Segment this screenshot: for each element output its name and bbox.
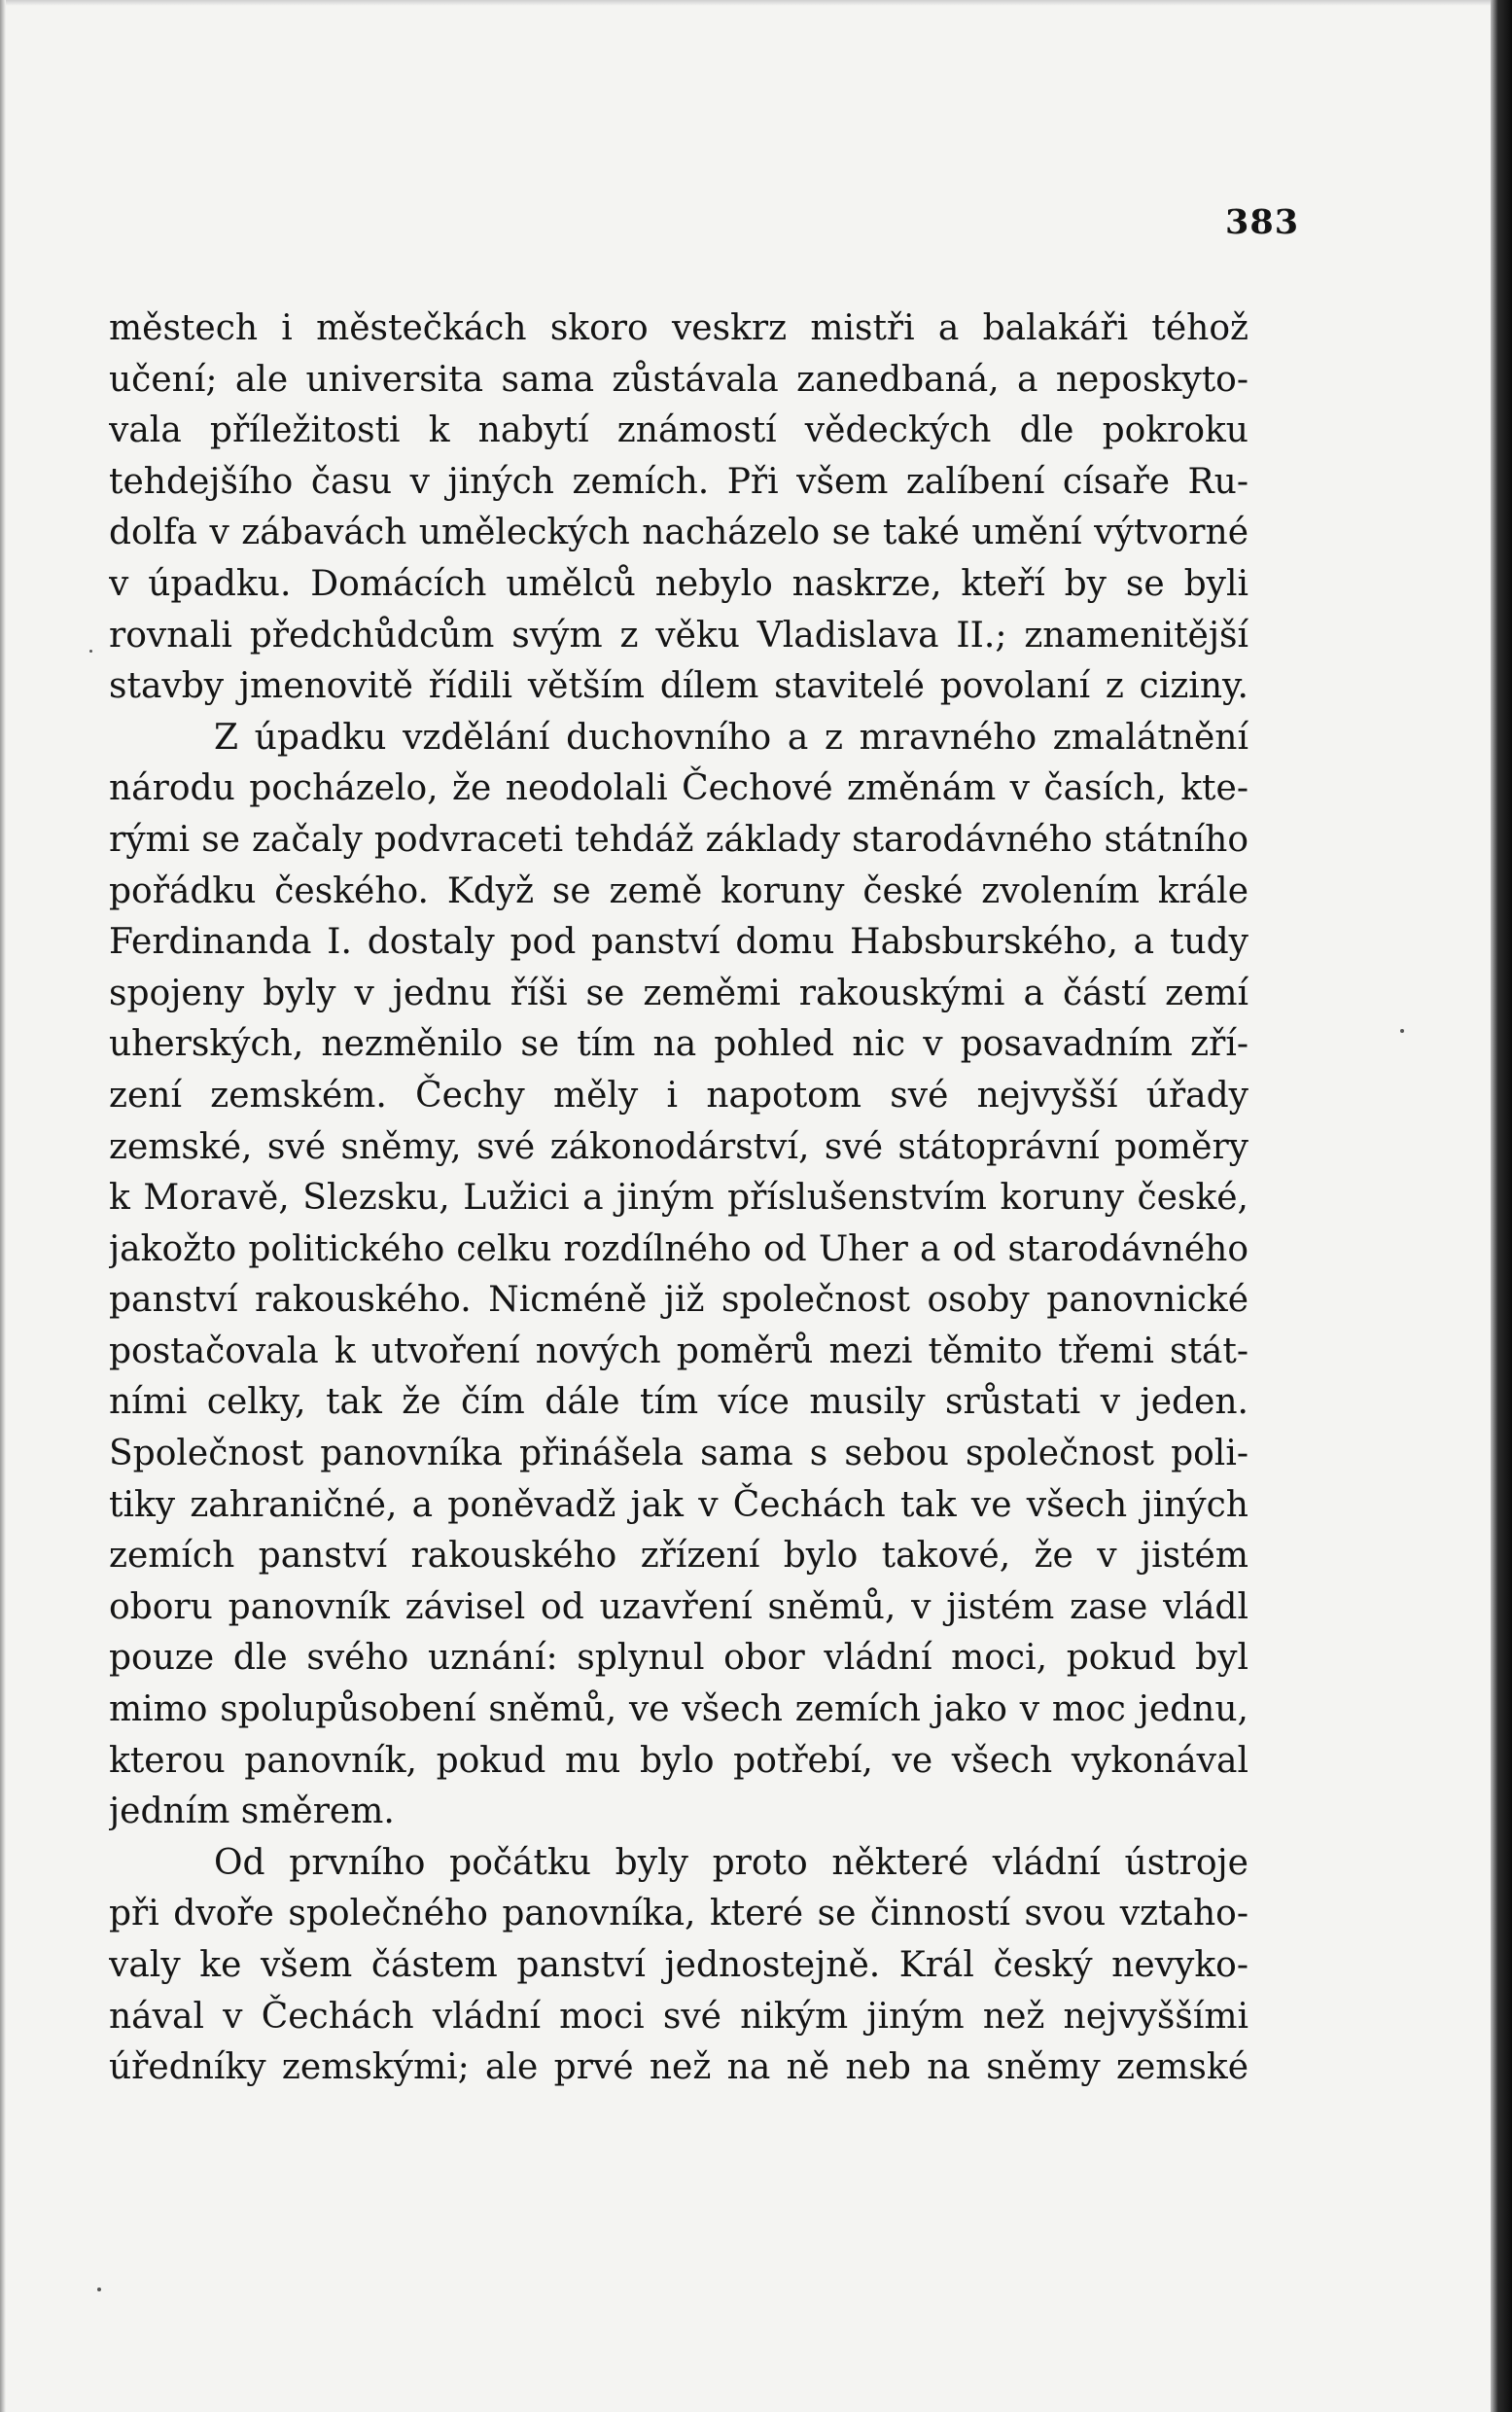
text-line: vala příležitosti k nabytí známostí vědeckých dle pokroku: [109, 410, 1248, 451]
text-line: zemské, své sněmy, své zákonodárství, své státoprávní poměry: [109, 1126, 1248, 1167]
text-line: zemích panství rakouského zřízení bylo takové, že v jistém: [109, 1536, 1248, 1577]
text-line: stavby jmenovitě řídili větším dílem stavitelé povolaní z ciziny.: [109, 666, 1248, 707]
text-line: uherských, nezměnilo se tím na pohled nic v posavadním zří-: [109, 1024, 1248, 1065]
paragraph-last-line: jedním směrem.: [109, 1791, 395, 1832]
text-line: pouze dle svého uznání: splynul obor vládní moci, pokud byl: [109, 1638, 1248, 1679]
text-line: ními celky, tak že čím dále tím více musily srůstati v jeden.: [109, 1382, 1248, 1423]
paragraph-first-line: Z úpadku vzdělání duchovního a z mravného zmalátnění: [214, 717, 1248, 758]
text-line: městech i městečkách skoro veskrz mistři a balakáři téhož: [109, 308, 1248, 348]
text-line: Ferdinanda I. dostaly pod panství domu Habsburského, a tudy: [109, 922, 1248, 963]
scan-left-edge: [0, 0, 6, 2412]
text-line: při dvoře společného panovníka, které se činností svou vztaho-: [109, 1894, 1248, 1934]
text-line: spojeny byly v jednu říši se zeměmi rakouskými a částí zemí: [109, 973, 1248, 1013]
text-line: panství rakouského. Nicméně již společnost osoby panovnické: [109, 1280, 1248, 1321]
text-line: učení; ale universita sama zůstávala zanedbaná, a neposkyto-: [109, 359, 1248, 400]
scan-speck: [97, 2288, 101, 2291]
text-line: rovnali předchůdcům svým z věku Vladislava II.; znamenitější: [109, 615, 1248, 656]
text-line: rými se začaly podvraceti tehdáž základy starodávného státního: [109, 819, 1248, 860]
text-line: v úpadku. Domácích umělců nebylo naskrze, kteří by se byli: [109, 563, 1248, 604]
body-text: [109, 303, 1248, 2094]
text-line: oboru panovník závisel od uzavření sněmů, v jistém zase vládl: [109, 1586, 1248, 1627]
text-line: Společnost panovníka přinášela sama s sebou společnost poli-: [109, 1434, 1248, 1474]
paragraph-first-line: Od prvního počátku byly proto některé vládní ústroje: [214, 1842, 1248, 1883]
text-line: jakožto politického celku rozdílného od Uher a od starodávného: [109, 1228, 1248, 1269]
text-line: tehdejšího času v jiných zemích. Při všem zalíbení císaře Ru-: [109, 461, 1248, 502]
text-line: pořádku českého. Když se země koruny české zvolením krále: [109, 870, 1248, 911]
page-number: 383: [1225, 202, 1300, 242]
scan-top-edge: [0, 0, 1491, 6]
scan-speck: [1400, 1029, 1404, 1033]
text-line: mimo spolupůsobení sněmů, ve všech zemích jako v moc jednu,: [109, 1689, 1248, 1730]
text-line: dolfa v zábavách uměleckých nacházelo se také umění výtvorné: [109, 513, 1248, 553]
text-line: nával v Čechách vládní moci své nikým jiným než nejvyššími: [109, 1996, 1248, 2037]
text-line: zení zemském. Čechy měly i napotom své nejvyšší úřady: [109, 1075, 1248, 1116]
text-line: k Moravě, Slezsku, Lužici a jiným příslušenstvím koruny české,: [109, 1178, 1248, 1219]
text-line: tiky zahraničné, a poněvadž jak v Čechách tak ve všech jiných: [109, 1484, 1248, 1525]
scan-right-edge: [1491, 0, 1512, 2412]
text-line: postačovala k utvoření nových poměrů mezi těmito třemi stát-: [109, 1330, 1248, 1371]
text-line: národu pocházelo, že neodolali Čechové změnám v časích, kte-: [109, 768, 1248, 809]
text-line: úředníky zemskými; ale prvé než na ně neb na sněmy zemské: [109, 2047, 1248, 2088]
scan-speck: [89, 650, 92, 653]
text-line: kterou panovník, pokud mu bylo potřebí, ve všech vykonával: [109, 1740, 1248, 1781]
text-line: valy ke všem částem panství jednostejně. Král český nevyko-: [109, 1945, 1248, 1985]
